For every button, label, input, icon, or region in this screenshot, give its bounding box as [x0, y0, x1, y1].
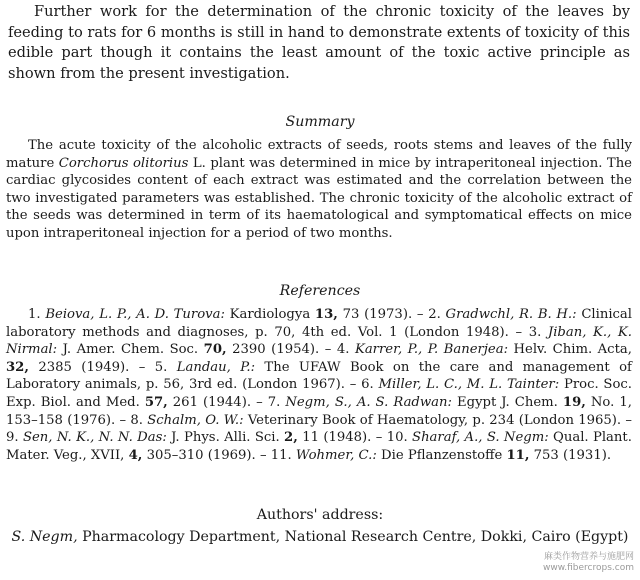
reference-authors: Beiova, L. P., A. D. Turova:: [45, 307, 225, 322]
reference-number: 8.: [130, 412, 143, 428]
address-text: Pharmacology Department, National Research Centre, Dokki, Cairo (Egypt): [82, 529, 629, 545]
reference-source: Qual. Plant. Mater. Veg., XVII,: [6, 430, 632, 463]
reference-authors: Gradwchl, R. B. H.:: [445, 307, 577, 322]
summary-paragraph: [6, 137, 632, 242]
reference-source: Veterinary Book of Haematology, p. 234 (London 1965).: [247, 412, 622, 428]
reference-authors: Landau, P.:: [176, 359, 256, 375]
reference-authors: Miller, L. C., M. L. Tainter:: [378, 377, 560, 393]
reference-number: 11.: [270, 447, 292, 463]
reference-number: 9.: [6, 430, 19, 446]
reference-volume: 11,: [506, 447, 530, 463]
reference-pages: 305–310 (1969).: [146, 447, 256, 463]
references-list: 1. Beiova, L. P., A. D. Turova: Kardiologya 13, 73 (1973). – 2. Gradwchl, R. B. H.: Clinical laboratory methods and diagnoses, p. 70, 4th ed. Vol. 1 (London 1948). – 3. Jiban, K., K. Nirmal: J. Amer. Chem. Soc. 70, 2390 (1954). – 4. Karrer, P., P. Banerjea: Helv. Chim. Acta, 32, 2385 (1949). – 5. Landau, P.: The UFAW Book on the care and management of Laboratory animals, p. 56, 3rd ed. (London 1967). – 6. Miller, L. C., M. L. Tainter: Proc. Soc. Exp. Biol. and Med. 57, 261 (1944). – 7. Negm, S., A. S. Radwan: Egypt J. Chem. 19, No. 1, 153–158 (1976). – 8. Schalm, O. W.: Veterinary Book of Haematology, p. 234 (London 1965). – 9. Sen, N. K., N. N. Das: J. Phys. Alli. Sci. 2, 11 (1948). – 10. Sharaf, A., S. Negm: Qual. Plant. Mater. Veg., XVII, 4, 305–310 (1969). – 11. Wohmer, C.: Die Pflanzenstoffe 11, 753 (1931).: [6, 307, 633, 463]
reference-source: Egypt J. Chem.: [457, 394, 558, 410]
reference-item: [271, 448, 611, 463]
reference-authors: Negm, S., A. S. Radwan:: [285, 394, 452, 410]
reference-source: Proc. Soc. Exp. Biol. and Med.: [6, 377, 632, 410]
reference-pages: 261 (1944).: [172, 394, 252, 410]
reference-volume: 57,: [144, 394, 168, 410]
reference-item: [28, 307, 417, 322]
reference-number: 6.: [361, 377, 374, 393]
summary-text-before: The acute toxicity of the alcoholic extracts of seeds, roots stems and leaves of the fully mature: [6, 138, 632, 171]
intro-paragraph: Further work for the determination of the chronic toxicity of the leaves by feeding to rats for 6 months is still in hand to demonstrate extents of toxicity of this edible part though it contains the least amount of the toxic active principle as shown from the present investigation.: [8, 3, 630, 82]
reference-source: Kardiologya: [229, 307, 311, 322]
reference-authors: Wohmer, C.:: [295, 447, 377, 463]
reference-volume: 4,: [128, 447, 143, 463]
reference-pages: 73 (1973).: [342, 307, 413, 322]
reference-source: J. Phys. Alli. Sci.: [171, 430, 280, 446]
reference-volume: 2,: [284, 430, 298, 446]
authors-address: [8, 528, 632, 547]
reference-pages: No. 1, 153–158 (1976).: [6, 394, 632, 428]
reference-authors: Karrer, P., P. Banerjea:: [354, 342, 509, 358]
reference-number: 4.: [336, 342, 350, 358]
reference-authors: Schalm, O. W.:: [147, 412, 244, 428]
reference-source: Clinical laboratory methods and diagnoses, p. 70, 4th ed. Vol. 1 (London 1948).: [6, 307, 633, 340]
reference-number: 1.: [28, 307, 41, 322]
reference-authors: Sharaf, A., S. Negm:: [412, 430, 549, 446]
address-heading: Authors' address:: [256, 507, 384, 523]
address-author: S. Negm,: [11, 529, 78, 545]
reference-pages: 2390 (1954).: [232, 342, 320, 358]
reference-authors: Sen, N. K., N. N. Das:: [22, 430, 167, 446]
reference-pages: 11 (1948).: [302, 430, 372, 446]
species-name: Corchorus olitorius: [58, 155, 189, 171]
reference-authors: Jiban, K., K. Nirmal:: [6, 324, 632, 358]
reference-number: 10.: [386, 430, 408, 446]
reference-number: 7.: [267, 394, 281, 410]
references-heading: References: [279, 283, 361, 299]
summary-heading: Summary: [285, 114, 355, 130]
reference-volume: 19,: [562, 394, 586, 410]
reference-source: Die Pflanzenstoffe: [381, 447, 503, 463]
reference-item: [6, 430, 376, 445]
watermark-line-2: www.fibercrops.com: [543, 563, 634, 573]
reference-source: J. Amer. Chem. Soc.: [62, 342, 199, 358]
reference-source: The UFAW Book on the care and management of Laboratory animals, p. 56, 3rd ed. (London 1967).: [6, 359, 632, 393]
reference-item: [130, 413, 625, 428]
reference-volume: 32,: [6, 359, 29, 375]
reference-source: Helv. Chim. Acta,: [513, 342, 632, 358]
reference-volume: 70,: [203, 342, 227, 358]
watermark: [543, 552, 634, 574]
watermark-line-1: 麻类作物营养与施肥网: [543, 552, 634, 562]
reference-volume: 13,: [314, 307, 338, 322]
reference-number: 5.: [154, 359, 168, 375]
reference-pages: 2385 (1949).: [38, 359, 130, 375]
reference-pages: 753 (1931).: [533, 447, 612, 463]
reference-number: 2.: [428, 307, 441, 322]
reference-number: 3.: [528, 324, 542, 340]
summary-text-after: L. plant was determined in mice by intraperitoneal injection. The cardiac glycosides content of each extract was estimated and the correlation between the two investigated parameters was established. The chronic toxicity of the alcoholic extract of the seeds was determined in term of its haematological and symptomatical effects on mice upon intraperitoneal injection for a period of two months.: [6, 155, 632, 241]
